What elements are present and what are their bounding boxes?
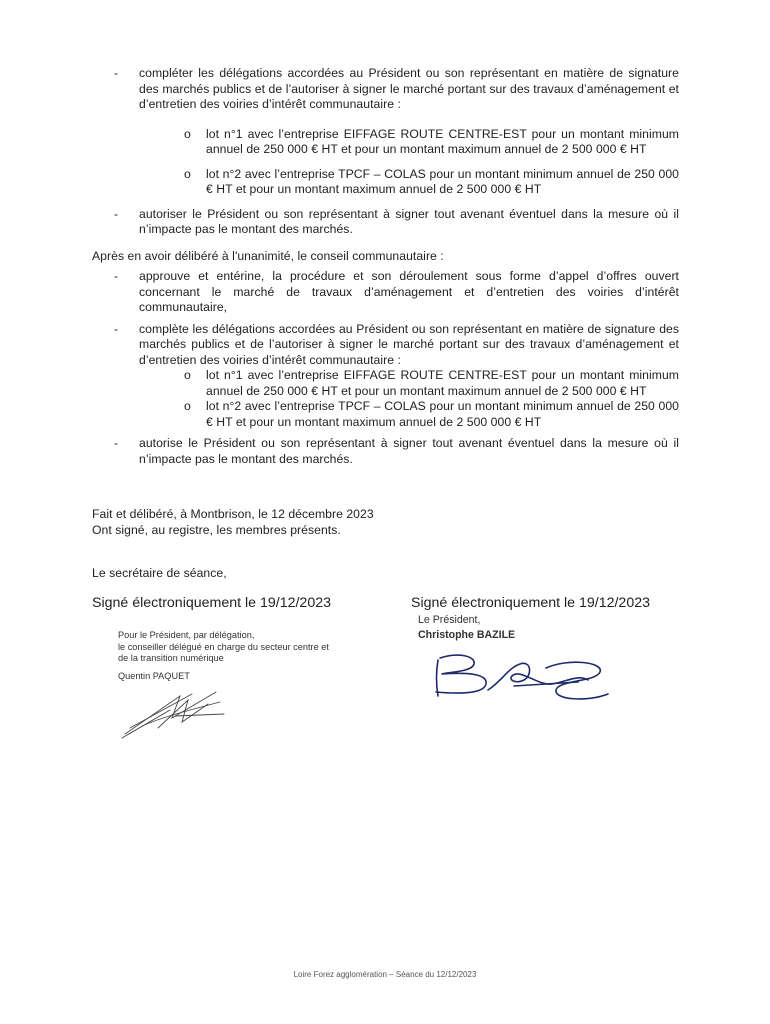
sub-list xyxy=(139,368,679,430)
deliberation-list xyxy=(114,269,679,469)
list-item-text: autoriser le Président ou son représentant à signer tout avenant éventuel dans la mesure où il n’impacte pas le montant des marchés. xyxy=(139,206,679,236)
sub-list-marker: o xyxy=(184,126,191,141)
decision-list-continued xyxy=(114,66,679,240)
sub-list-item xyxy=(184,127,679,158)
list-marker: - xyxy=(114,436,119,450)
list-item-text: autorise le Président ou son représentant à signer tout avenant éventuel dans la mesure où il n’impacte pas le montant des marchés. xyxy=(139,436,679,466)
closing-place-date: Fait et délibéré, à Montbrison, le 12 décembre 2023 xyxy=(92,507,374,521)
signature-left-stamp xyxy=(118,630,329,682)
list-marker: - xyxy=(114,321,119,336)
sub-list-marker: o xyxy=(184,399,191,413)
list-item-text: approuve et entérine, la procédure et son déroulement sous forme d’appel d’offres ouvert concernant le marché de travaux d’aménagement et d’entretien des voiries d’intérêt communautaire, xyxy=(139,269,679,314)
handwritten-signature-right xyxy=(428,650,618,710)
stamp-line: Pour le Président, par délégation, xyxy=(118,630,255,640)
list-item-text: compléter les délégations accordées au Président ou son représentant en matière de signature des marchés publics et de l’autoriser à signer le marché portant sur des travaux d’aménagement et d’entretien des voiries d’intérêt communautaire : xyxy=(139,66,679,111)
list-marker: - xyxy=(114,206,119,221)
stamp-line: de la transition numérique xyxy=(118,653,224,664)
sub-list-item-text: lot n°1 avec l’entreprise EIFFAGE ROUTE CENTRE-EST pour un montant minimum annuel de 250 000 € HT et pour un montant maximum annuel de 2 500 000 € HT xyxy=(206,126,679,156)
sub-list-item-text: lot n°2 avec l’entreprise TPCF – COLAS pour un montant minimum annuel de 250 000 € HT et pour un montant maximum annuel de 2 500 000 € HT xyxy=(206,399,679,429)
sub-list-item-text: lot n°2 avec l’entreprise TPCF – COLAS pour un montant minimum annuel de 250 000 € HT et pour un montant maximum annuel de 2 500 000 € HT xyxy=(206,166,679,196)
page-footer: Loire Forez agglomération – Séance du 12/12/2023 xyxy=(293,970,477,979)
list-marker: - xyxy=(114,269,119,283)
list-item xyxy=(114,207,679,238)
sub-list xyxy=(139,127,679,198)
closing-signed-statement: Ont signé, au registre, les membres présents. xyxy=(92,523,341,537)
list-item xyxy=(114,436,679,467)
list-item-text: complète les délégations accordées au Président ou son représentant en matière de signature des marchés publics et de l’autoriser à signer le marché portant sur des travaux d’aménagement et d’entretien des voiries d’intérêt communautaire : xyxy=(139,321,679,367)
signatory-name: Quentin PAQUET xyxy=(118,670,190,681)
list-item xyxy=(114,322,679,431)
handwritten-signature-left xyxy=(120,688,230,740)
sub-list-item xyxy=(184,167,679,198)
signature-left-header: Signé électroniquement le 19/12/2023 xyxy=(92,595,331,611)
deliberation-intro: Après en avoir délibéré à l'unanimité, le conseil communautaire : xyxy=(92,249,444,263)
sub-list-marker: o xyxy=(184,166,191,181)
list-item xyxy=(114,269,679,316)
list-marker: - xyxy=(114,66,119,80)
signature-right-title: Le Président, xyxy=(418,614,481,626)
signature-right-header: Signé électroniquement le 19/12/2023 xyxy=(411,595,650,611)
sub-list-item-text: lot n°1 avec l’entreprise EIFFAGE ROUTE CENTRE-EST pour un montant minimum annuel de 250 000 € HT et pour un montant maximum annuel de 2 500 000 € HT xyxy=(206,368,679,398)
secretary-label: Le secrétaire de séance, xyxy=(92,566,227,580)
signature-right-name: Christophe BAZILE xyxy=(418,629,516,641)
list-item xyxy=(114,66,679,198)
sub-list-item xyxy=(184,368,679,399)
sub-list-item xyxy=(184,399,679,430)
sub-list-marker: o xyxy=(184,368,191,382)
stamp-line: le conseiller délégué en charge du secteur centre et xyxy=(118,641,329,652)
